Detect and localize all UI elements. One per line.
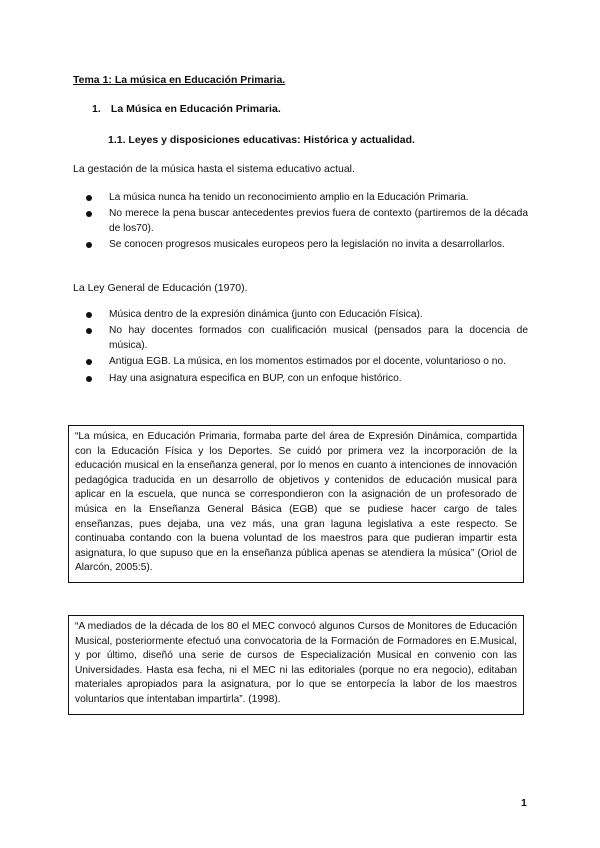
section1-bullet-list	[84, 191, 528, 255]
heading-number: 1.	[92, 103, 101, 115]
bullet-icon	[86, 242, 92, 248]
section2-bullet-list	[84, 308, 528, 388]
bullet-icon	[86, 376, 92, 382]
list-item: Música dentro de la expresión dinámica (junto con Educación Física).	[84, 308, 528, 322]
section1-intro: La gestación de la música hasta el sistema educativo actual.	[73, 163, 355, 175]
list-item: No merece la pena buscar antecedentes previos fuera de contexto (partiremos de la década de los70).	[84, 207, 528, 236]
bullet-icon	[86, 312, 92, 318]
quote-box-2: “A mediados de la década de los 80 el MEC convocó algunos Cursos de Monitores de Educación Musical, posteriormente efectuó una convocatoria de la Formación de Formadores en E.Musical, y por último, diseñó una serie de cursos de Especialización Musical en convenio con las Universidades. Hasta esa fecha, ni el MEC ni las editoriales (porque no era negocio), editaban materiales apropiados para la asignatura, por lo que se entorpecía la labor de los maestros voluntarios que intentaban impartirla”. (1998).	[68, 615, 524, 715]
bullet-icon	[86, 359, 92, 365]
subsection-heading: 1.1. Leyes y disposiciones educativas: Histórica y actualidad.	[108, 134, 415, 146]
bullet-icon	[86, 195, 92, 201]
section2-intro: La Ley General de Educación (1970).	[73, 282, 248, 294]
list-item: Se conocen progresos musicales europeos pero la legislación no invita a desarrollarlos.	[84, 238, 528, 252]
quote-box-1: “La música, en Educación Primaria, formaba parte del área de Expresión Dinámica, compartida con la Educación Física y los Deportes. Se cuidó por primera vez la incorporación de la educación musical en la enseñanza general, por lo menos en cuanto a intenciones de innovación pedagógica traducida en un desarrollo de objetivos y contenidos de educación musical para aplicar en la escuela, que nunca se correspondieron con la asignación de un profesorado de música en la Enseñanza General Básica (EGB) que se pudiese hacer cargo de tales enseñanzas, pues dejaba, una vez más, una gran laguna legislativa a este respecto. Se continuaba contando con la buena voluntad de los maestros para que pudieran impartir esta asignatura, lo que supuso que en la enseñanza pública apenas se atendiera la música” (Oriol de Alarcón, 2005:5).	[68, 425, 524, 583]
list-item: Antigua EGB. La música, en los momentos estimados por el docente, voluntarioso o no.	[84, 355, 528, 369]
heading-text: La Música en Educación Primaria.	[110, 103, 281, 115]
list-item: La música nunca ha tenido un reconocimiento amplio en la Educación Primaria.	[84, 191, 528, 205]
list-item: No hay docentes formados con cualificación musical (pensados para la docencia de música).	[84, 324, 528, 353]
document-title: Tema 1: La música en Educación Primaria.	[73, 74, 286, 86]
section-heading-1	[92, 103, 281, 115]
bullet-icon	[86, 211, 92, 217]
bullet-icon	[86, 328, 92, 334]
page-number: 1	[521, 797, 527, 809]
list-item: Hay una asignatura especifica en BUP, con un enfoque histórico.	[84, 372, 528, 386]
